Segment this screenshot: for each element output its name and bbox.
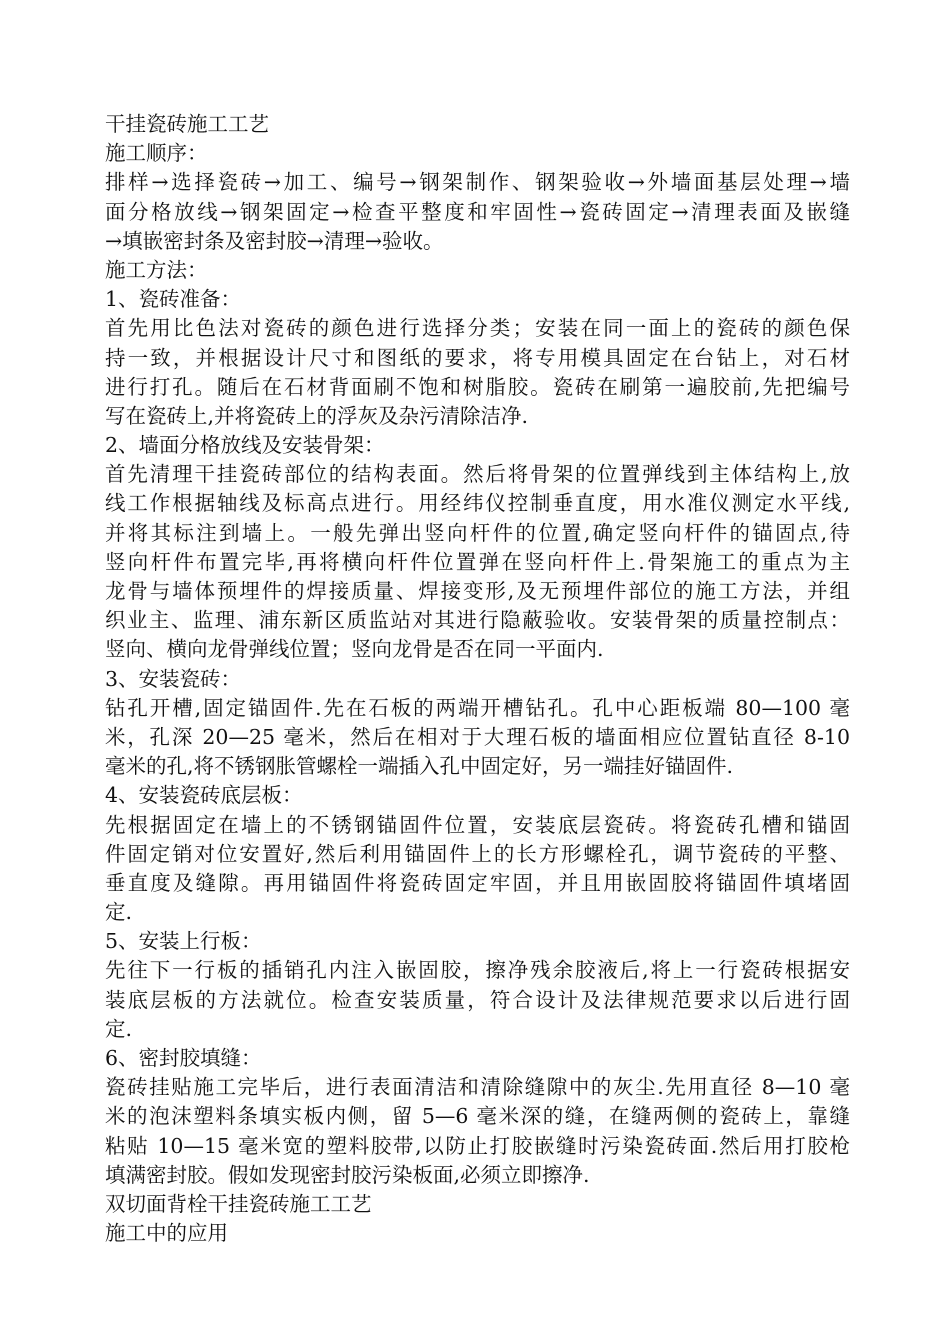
text-line: 粘贴 10—15 毫米宽的塑料胶带,以防止打胶嵌缝时污染瓷砖面.然后用打胶枪 — [105, 1133, 850, 1158]
text-line: 件固定销对位安置好,然后利用锚固件上的长方形螺栓孔，调节瓷砖的平整、 — [105, 841, 850, 866]
text-line: 施工顺序： — [105, 141, 208, 166]
text-line: 米，孔深 20—25 毫米，然后在相对于大理石板的墙面相应位置钻直径 8-10 — [105, 724, 850, 749]
text-line: 织业主、监理、浦东新区质监站对其进行隐蔽验收。安装骨架的质量控制点： — [105, 608, 850, 633]
text-line: 装底层板的方法就位。检查安装质量，符合设计及法律规范要求以后进行固 — [105, 987, 850, 1012]
text-line: 施工中的应用 — [105, 1221, 228, 1246]
text-line: 首先用比色法对瓷砖的颜色进行选择分类；安装在同一面上的瓷砖的颜色保 — [105, 316, 850, 341]
text-line: 面分格放线→钢架固定→检查平整度和牢固性→瓷砖固定→清理表面及嵌缝 — [105, 199, 850, 224]
text-line: 竖向杆件布置完毕,再将横向杆件位置弹在竖向杆件上.骨架施工的重点为主 — [105, 549, 850, 574]
text-line: 填满密封胶。假如发现密封胶污染板面,必须立即擦净. — [105, 1162, 590, 1187]
text-line: 瓷砖挂贴施工完毕后，进行表面清洁和清除缝隙中的灰尘.先用直径 8—10 毫 — [105, 1075, 850, 1100]
text-line: 线工作根据轴线及标高点进行。用经纬仪控制垂直度，用水准仪测定水平线, — [105, 491, 850, 516]
text-line: 米的泡沫塑料条填实板内侧，留 5—6 毫米深的缝，在缝两侧的瓷砖上，靠缝 — [105, 1104, 850, 1129]
text-line: 定. — [105, 1016, 133, 1041]
text-line: 施工方法： — [105, 257, 208, 282]
text-line: 5、安装上行板： — [105, 929, 262, 954]
text-line: 垂直度及缝隙。再用锚固件将瓷砖固定牢固，并且用嵌固胶将锚固件填堵固 — [105, 870, 850, 895]
text-line: 首先清理干挂瓷砖部位的结构表面。然后将骨架的位置弹线到主体结构上,放 — [105, 462, 850, 487]
text-line: 持一致，并根据设计尺寸和图纸的要求，将专用模具固定在台钻上，对石材 — [105, 345, 850, 370]
document-body — [105, 110, 850, 1248]
text-line: 定. — [105, 900, 133, 925]
text-line: 毫米的孔,将不锈钢胀管螺栓一端插入孔中固定好，另一端挂好锚固件. — [105, 754, 734, 779]
text-line: 进行打孔。随后在石材背面刷不饱和树脂胶。瓷砖在刷第一遍胶前,先把编号 — [105, 374, 850, 399]
text-line: 龙骨与墙体预埋件的焊接质量、焊接变形,及无预埋件部位的施工方法，并组 — [105, 579, 850, 603]
text-line: 先往下一行板的插销孔内注入嵌固胶，擦净残余胶液后,将上一行瓷砖根据安 — [105, 958, 850, 983]
text-line: 干挂瓷砖施工工艺 — [105, 112, 269, 136]
text-line: 竖向、横向龙骨弹线位置；竖向龙骨是否在同一平面内. — [105, 637, 604, 662]
text-line: 排样→选择瓷砖→加工、编号→钢架制作、钢架验收→外墙面基层处理→墙 — [105, 170, 850, 195]
text-line: 钻孔开槽,固定锚固件.先在石板的两端开槽钻孔。孔中心距板端 80—100 毫 — [105, 695, 850, 720]
text-line: 双切面背栓干挂瓷砖施工工艺 — [105, 1191, 372, 1216]
text-line: 并将其标注到墙上。一般先弹出竖向杆件的位置,确定竖向杆件的锚固点,待 — [105, 520, 850, 545]
text-line: 3、安装瓷砖： — [105, 666, 242, 691]
text-line: 2、墙面分格放线及安装骨架： — [105, 433, 385, 458]
text-line: 先根据固定在墙上的不锈钢锚固件位置，安装底层瓷砖。将瓷砖孔槽和锚固 — [105, 812, 850, 837]
text-line: 4、安装瓷砖底层板： — [105, 783, 303, 808]
text-line: 6、密封胶填缝： — [105, 1046, 262, 1070]
text-line: 写在瓷砖上,并将瓷砖上的浮灰及杂污清除洁净. — [105, 403, 529, 428]
text-line: →填嵌密封条及密封胶→清理→验收。 — [105, 228, 444, 253]
text-line: 1、瓷砖准备： — [105, 287, 242, 312]
